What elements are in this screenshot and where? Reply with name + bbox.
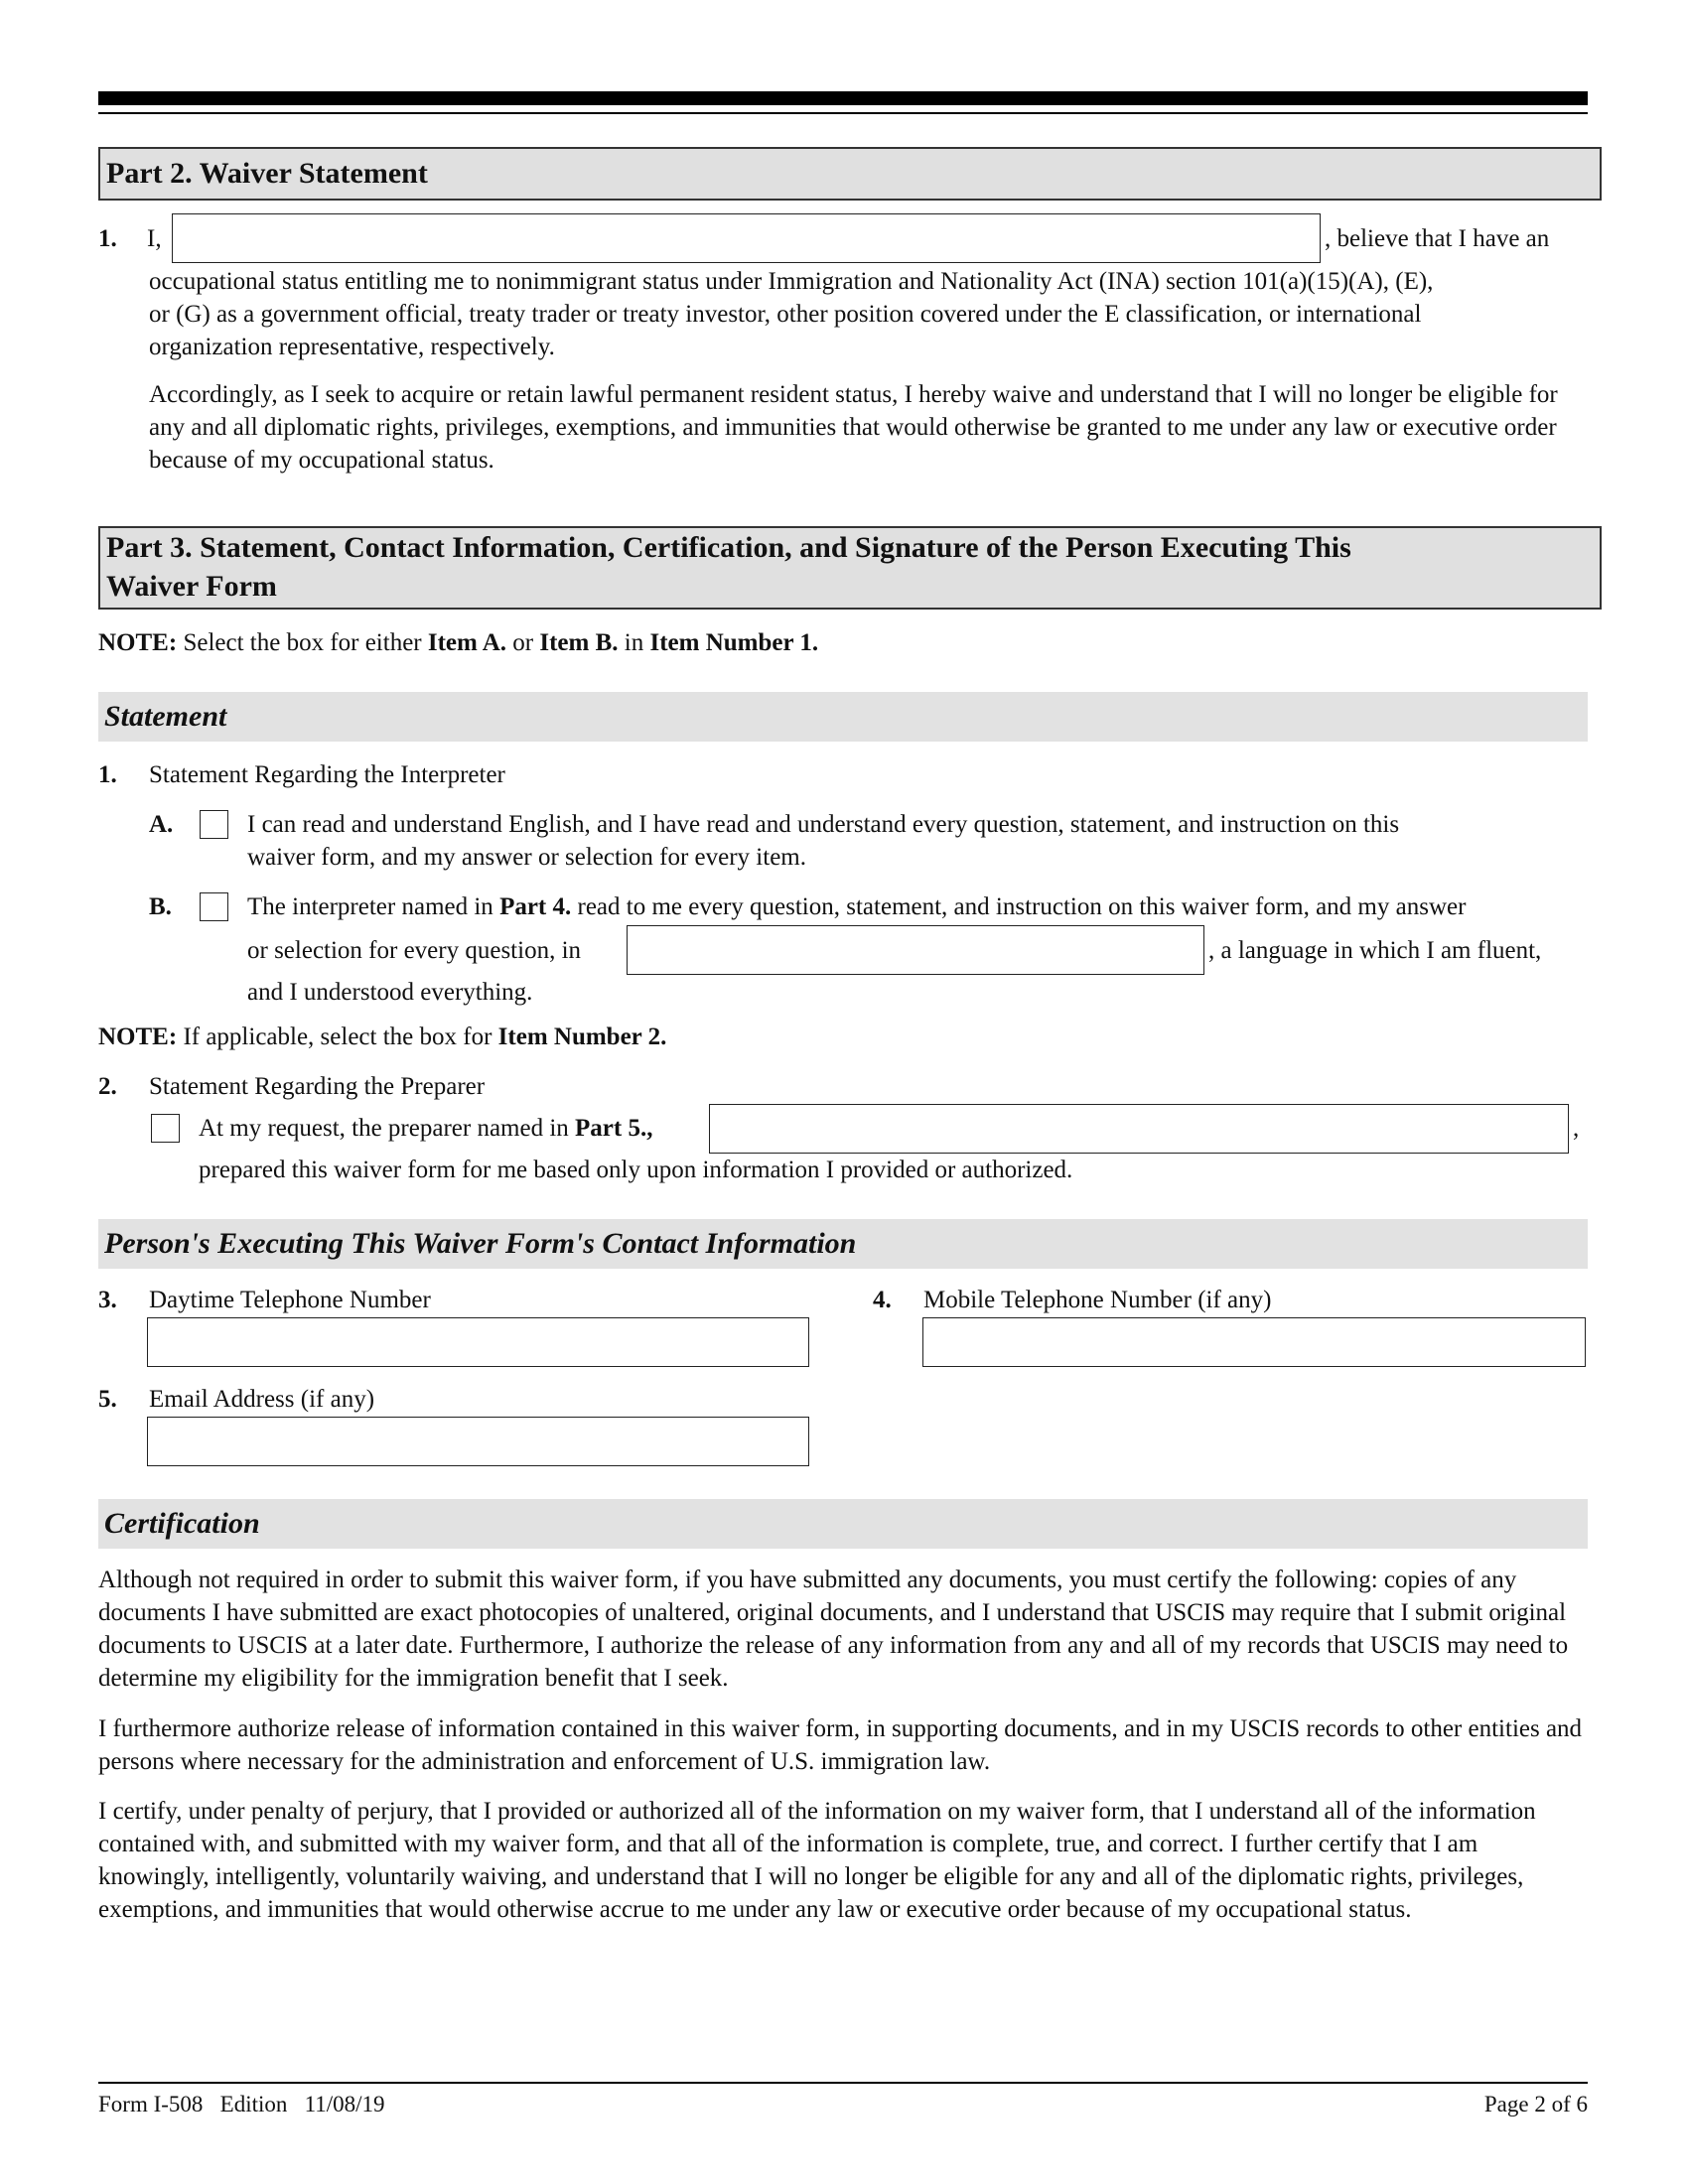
item-b-bold: Part 4.: [499, 893, 572, 920]
certification-paragraph-2: I furthermore authorize release of information contained in this waiver form, in supporting documents, and in my USCIS records to other entities and persons where necessary for the administration and enforcement of U.S. immigration law.: [98, 1715, 1583, 1775]
part2-item1-line3: or (G) as a government official, treaty trader or treaty investor, other position covered under the E classification, or international: [149, 301, 1422, 328]
email-label: Email Address (if any): [149, 1386, 375, 1413]
top-thick-rule: [98, 91, 1588, 105]
item-b-line1: [247, 890, 1598, 923]
item-b-line2-end: , a language in which I am fluent,: [1208, 937, 1542, 964]
item5-number: 5.: [98, 1386, 117, 1413]
item-a-checkbox[interactable]: [200, 810, 228, 839]
preparer-statement-title: Statement Regarding the Preparer: [149, 1073, 486, 1100]
mobile-phone-field[interactable]: [922, 1317, 1586, 1367]
part3-item2-number: 2.: [98, 1073, 117, 1100]
note-bold: Item A.: [427, 629, 507, 656]
item-b-line2-start: or selection for every question, in: [247, 937, 582, 964]
item-b-checkbox[interactable]: [200, 892, 228, 921]
note-label: NOTE:: [98, 629, 178, 656]
preparer-checkbox[interactable]: [151, 1114, 180, 1143]
item-b-text: read to me every question, statement, and instruction on this waiver form, and my answer: [571, 893, 1467, 920]
note-item2: [98, 1021, 1588, 1053]
top-thin-rule: [98, 112, 1588, 114]
certification-paragraph-3: I certify, under penalty of perjury, that I provided or authorized all of the information on my waiver form, that I understand all of the information contained with, and submitted with my waiver form, and that all of the information is complete, true, and correct. I further certify that I am knowingly, intelligently, voluntarily waiving, and understand that I will no longer be eligible for any and all of the diplomatic rights, privileges, exemptions, and immunities that would otherwise accrue to me under any law or executive order because of my occupational status.: [98, 1798, 1536, 1923]
form-edition: Form I-508 Edition 11/08/19: [98, 2092, 385, 2116]
daytime-phone-label: Daytime Telephone Number: [149, 1287, 431, 1313]
item-b-text: The interpreter named in: [247, 893, 500, 920]
part3-header-line1: Part 3. Statement, Contact Information, Certification, and Signature of the Person Executing This: [106, 531, 1351, 564]
preparer-name-field[interactable]: [709, 1104, 1569, 1154]
part2-item1-line2: occupational status entitling me to nonimmigrant status under Immigration and Nationality Act (INA) section 101(a)(15)(A), (E),: [149, 268, 1434, 295]
page-number: Page 2 of 6: [1483, 2092, 1588, 2116]
certification-section-band: Certification: [98, 1499, 1588, 1549]
interpreter-statement-title: Statement Regarding the Interpreter: [149, 761, 505, 788]
note-text: Select the box for either: [177, 629, 428, 656]
part2-header: Part 2. Waiver Statement: [98, 147, 1602, 201]
preparer-line2: prepared this waiver form for me based only upon information I provided or authorized.: [199, 1157, 1073, 1183]
note-item1: [98, 626, 1588, 659]
part3-header: [98, 526, 1602, 610]
note-label: NOTE:: [98, 1024, 178, 1050]
mobile-phone-label: Mobile Telephone Number (if any): [923, 1287, 1272, 1313]
part2-item1-line4: organization representative, respectively.: [149, 334, 555, 360]
footer-rule: [98, 2082, 1588, 2084]
note-text: or: [506, 629, 540, 656]
item3-number: 3.: [98, 1287, 117, 1313]
contact-section-band: Person's Executing This Waiver Form's Contact Information: [98, 1219, 1588, 1269]
preparer-comma: ,: [1573, 1115, 1580, 1142]
part2-item1-number: 1.: [98, 225, 117, 252]
daytime-phone-field[interactable]: [147, 1317, 809, 1367]
item-a-line2: waiver form, and my answer or selection for every item.: [247, 844, 806, 871]
preparer-bold: Part 5.,: [575, 1115, 653, 1142]
preparer-line1: [199, 1112, 652, 1145]
note-text: If applicable, select the box for: [177, 1024, 498, 1050]
interpreter-language-field[interactable]: [627, 925, 1204, 975]
item-b-line3: and I understood everything.: [247, 979, 533, 1006]
part2-item1-lead: I,: [147, 225, 162, 252]
part2-waiver-paragraph: Accordingly, as I seek to acquire or retain lawful permanent resident status, I hereby waive and understand that I will no longer be eligible for any and all diplomatic rights, privileges, exemptions, and immunities that would otherwise be granted to me under any law or executive order because of my occupational status.: [149, 381, 1558, 474]
item-b-letter: B.: [149, 893, 172, 920]
part3-item1-number: 1.: [98, 761, 117, 788]
item-a-letter: A.: [149, 811, 174, 838]
email-field[interactable]: [147, 1417, 809, 1466]
note-bold: Item Number 2.: [497, 1024, 667, 1050]
certification-paragraph-1: Although not required in order to submit this waiver form, if you have submitted any documents, you must certify the following: copies of any documents I have submitted are exact photocopies of unaltered, original documents, and I understand that USCIS may require that I submit original documents to USCIS at a later date. Furthermore, I authorize the release of any information from any and all of my records that USCIS may need to determine my eligibility for the immigration benefit that I seek.: [98, 1567, 1569, 1692]
part3-header-line2: Waiver Form: [106, 570, 277, 603]
note-bold: Item Number 1.: [649, 629, 819, 656]
preparer-text: At my request, the preparer named in: [199, 1115, 576, 1142]
item-a-line1: I can read and understand English, and I have read and understand every question, statement, and instruction on this: [247, 811, 1400, 838]
statement-section-band: Statement: [98, 692, 1588, 742]
part2-item1-after: , believe that I have an: [1325, 225, 1550, 252]
note-bold: Item B.: [539, 629, 619, 656]
note-text: in: [618, 629, 650, 656]
item4-number: 4.: [873, 1287, 892, 1313]
full-name-field[interactable]: [172, 213, 1321, 263]
